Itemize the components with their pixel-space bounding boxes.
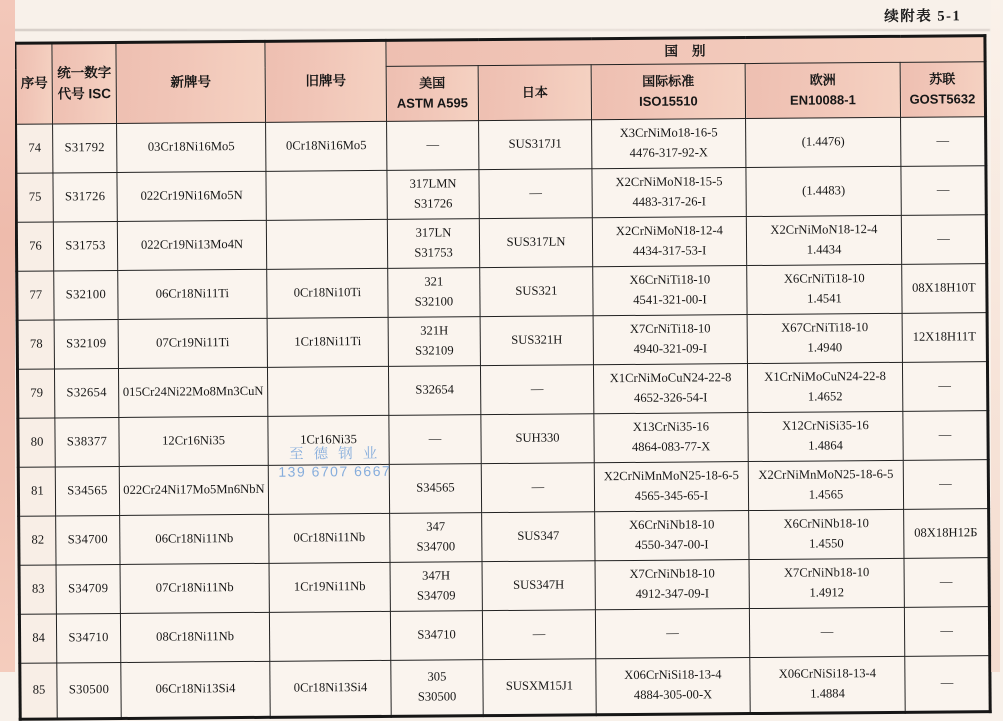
cell-eu: X2CrNiMoN18-12-4 1.4434 — [746, 215, 901, 265]
cell-grade-new: 06Cr18Ni11Ti — [118, 269, 267, 319]
cell-isc: S38377 — [55, 417, 119, 467]
cell-usa: 305 S30500 — [391, 660, 483, 717]
cell-ussr: — — [901, 117, 986, 167]
page-left-edge — [0, 0, 15, 672]
column-header-isc: 统一数字 代号 ISC — [52, 43, 117, 125]
cell-usa: 321H S32109 — [388, 317, 480, 367]
table-row — [19, 607, 989, 664]
cell-japan: — — [481, 463, 594, 513]
cell-ussr: 08X18H10T — [902, 264, 987, 314]
cell-no: 78 — [17, 320, 54, 369]
cell-ussr: — — [901, 215, 986, 265]
cell-usa: 317LMN S31726 — [387, 170, 479, 220]
cell-grade-new: 03Cr18Ni16Mo5 — [117, 122, 266, 172]
cell-grade-new: 022Cr19Ni16Mo5N — [117, 171, 266, 221]
column-header-no: 序号 — [15, 43, 53, 124]
cell-isc: S34709 — [56, 564, 120, 614]
column-header-eu: 欧洲 EN10088-1 — [745, 62, 900, 118]
cell-grade-old — [266, 170, 387, 220]
cell-usa: — — [389, 415, 481, 465]
table-row — [16, 215, 986, 272]
cell-iso: X7CrNiNb18-10 4912-347-09-I — [595, 560, 749, 610]
cell-usa: 347 S34700 — [390, 513, 482, 563]
cell-grade-old — [269, 611, 390, 661]
cell-grade-new: 015Cr24Ni22Mo8Mn3CuN — [118, 367, 267, 417]
cell-no: 77 — [17, 271, 54, 320]
cell-ussr: — — [904, 558, 989, 608]
cell-grade-old: 0Cr18Ni11Nb — [269, 513, 390, 563]
cell-ussr: — — [904, 607, 989, 657]
cell-ussr: — — [903, 460, 988, 510]
cell-eu: X12CrNiSi35-16 1.4864 — [748, 411, 903, 461]
cell-grade-old: 1Cr16Ni35 — [268, 415, 389, 465]
column-header-new-grade: 新牌号 — [116, 41, 266, 123]
cell-grade-new: 12Cr16Ni35 — [119, 416, 268, 466]
cell-ussr: — — [905, 656, 990, 713]
column-header-old-grade: 旧牌号 — [265, 40, 387, 122]
cell-grade-old — [267, 366, 388, 416]
cell-eu: X7CrNiNb18-10 1.4912 — [749, 558, 904, 608]
cell-grade-old — [266, 219, 387, 269]
cell-iso: X1CrNiMoCuN24-22-8 4652-326-54-I — [593, 364, 747, 414]
cell-japan: SUS317LN — [479, 218, 592, 268]
table-row — [17, 264, 987, 321]
cell-usa: S32654 — [388, 366, 480, 416]
cell-iso: X06CrNiSi18-13-4 4884-305-00-X — [596, 658, 750, 715]
cell-no: 81 — [18, 467, 55, 516]
cell-ussr: — — [901, 166, 986, 216]
cell-eu: X6CrNiNb18-10 1.4550 — [749, 509, 904, 559]
cell-japan: — — [480, 365, 593, 415]
cell-ussr: 08X18H12Б — [904, 509, 989, 559]
cell-grade-new: 022Cr19Ni13Mo4N — [117, 220, 266, 270]
cell-usa: 317LN S31753 — [387, 219, 479, 269]
watermark-company-name: 至 德 钢 业 — [289, 445, 381, 463]
cell-grade-new: 08Cr18Ni11Nb — [120, 612, 269, 662]
cell-japan: — — [482, 610, 595, 660]
steel-grade-comparison-table — [13, 34, 991, 721]
cell-ussr: — — [903, 411, 988, 461]
cell-iso: X13CrNi35-16 4864-083-77-X — [594, 413, 748, 463]
cell-no: 82 — [19, 516, 56, 565]
column-header-usa: 美国 ASTM A595 — [386, 66, 478, 122]
cell-no: 79 — [17, 369, 54, 418]
cell-grade-new: 06Cr18Ni11Nb — [120, 514, 269, 564]
cell-grade-new: 022Cr24Ni17Mo5Mn6NbN — [119, 465, 268, 515]
cell-usa: 347H S34709 — [390, 562, 482, 612]
cell-grade-old: 0Cr18Ni16Mo5 — [266, 121, 387, 171]
cell-eu: — — [749, 607, 904, 657]
column-header-ussr: 苏联 GOST5632 — [900, 62, 985, 118]
column-group-country: 国别 — [386, 36, 985, 67]
table-row — [16, 117, 986, 174]
cell-isc: S34710 — [56, 613, 120, 663]
table-body — [16, 117, 991, 720]
cell-iso: — — [595, 609, 749, 659]
cell-eu: (1.4483) — [746, 166, 901, 216]
cell-isc: S31753 — [53, 222, 117, 272]
cell-no: 84 — [19, 614, 56, 663]
cell-iso: X6CrNiTi18-10 4541-321-00-I — [593, 266, 747, 316]
table-row — [19, 558, 989, 615]
cell-grade-old — [268, 464, 389, 514]
cell-usa: S34710 — [390, 611, 482, 661]
cell-iso: X6CrNiNb18-10 4550-347-00-I — [595, 511, 749, 561]
table-row — [18, 411, 988, 468]
cell-eu: (1.4476) — [746, 117, 901, 167]
table-row — [17, 362, 987, 419]
cell-isc: S32109 — [54, 319, 118, 369]
cell-no: 85 — [20, 663, 57, 719]
cell-japan: SUS317J1 — [479, 120, 592, 170]
table-row — [18, 460, 988, 517]
cell-eu: X6CrNiTi18-10 1.4541 — [747, 264, 902, 314]
cell-grade-old: 0Cr18Ni13Si4 — [270, 660, 391, 717]
cell-iso: X2CrNiMoN18-12-4 4434-317-53-I — [592, 217, 746, 267]
cell-isc: S34565 — [55, 466, 119, 516]
cell-no: 83 — [19, 565, 56, 614]
cell-isc: S31792 — [53, 124, 117, 174]
table-header — [15, 36, 986, 125]
cell-eu: X06CrNiSi18-13-4 1.4884 — [750, 656, 905, 713]
cell-no: 80 — [18, 418, 55, 467]
cell-no: 76 — [16, 222, 53, 271]
cell-ussr: 12X18H11T — [902, 313, 987, 363]
watermark-phone-number: 139 6707 6667 — [278, 462, 392, 480]
cell-usa: 321 S32100 — [388, 268, 480, 318]
cell-japan: SUS347 — [482, 512, 595, 562]
cell-iso: X2CrNiMnMoN25-18-6-5 4565-345-65-I — [594, 462, 748, 512]
cell-iso: X7CrNiTi18-10 4940-321-09-I — [593, 315, 747, 365]
cell-no: 75 — [16, 173, 53, 222]
cell-eu: X1CrNiMoCuN24-22-8 1.4652 — [747, 362, 902, 412]
cell-isc: S32654 — [54, 368, 118, 418]
cell-isc: S31726 — [53, 173, 117, 223]
cell-no: 74 — [16, 124, 53, 173]
cell-usa: S34565 — [389, 464, 481, 514]
column-header-japan: 日本 — [478, 65, 591, 121]
cell-japan: SUS321 — [480, 267, 593, 317]
cell-grade-old: 0Cr18Ni10Ti — [267, 268, 388, 318]
cell-grade-new: 06Cr18Ni13Si4 — [121, 661, 270, 718]
cell-japan: SUS347H — [482, 561, 595, 611]
cell-japan: SUH330 — [481, 414, 594, 464]
cell-grade-new: 07Cr18Ni11Nb — [120, 563, 269, 613]
cell-eu: X2CrNiMnMoN25-18-6-5 1.4565 — [748, 460, 903, 510]
page-right-edge — [991, 0, 1000, 672]
table-row — [20, 656, 990, 720]
cell-usa: — — [387, 121, 479, 171]
cell-isc: S30500 — [57, 662, 121, 719]
table-row — [19, 509, 989, 566]
cell-ussr: — — [902, 362, 987, 412]
cell-grade-old: 1Cr18Ni11Ti — [267, 317, 388, 367]
cell-japan: SUS321H — [480, 316, 593, 366]
table-row — [16, 166, 986, 223]
cell-isc: S34700 — [56, 515, 120, 565]
cell-japan: — — [479, 169, 592, 219]
page-title: 续附表 5-1 — [884, 8, 962, 25]
cell-grade-old: 1Cr19Ni11Nb — [269, 562, 390, 612]
table-row — [17, 313, 987, 370]
cell-grade-new: 07Cr19Ni11Ti — [118, 318, 267, 368]
cell-iso: X3CrNiMo18-16-5 4476-317-92-X — [592, 119, 746, 169]
cell-eu: X67CrNiTi18-10 1.4940 — [747, 313, 902, 363]
cell-isc: S32100 — [54, 270, 118, 320]
cell-iso: X2CrNiMoN18-15-5 4483-317-26-I — [592, 168, 746, 218]
cell-japan: SUSXM15J1 — [483, 659, 596, 716]
column-header-iso: 国际标准 ISO15510 — [591, 64, 745, 120]
